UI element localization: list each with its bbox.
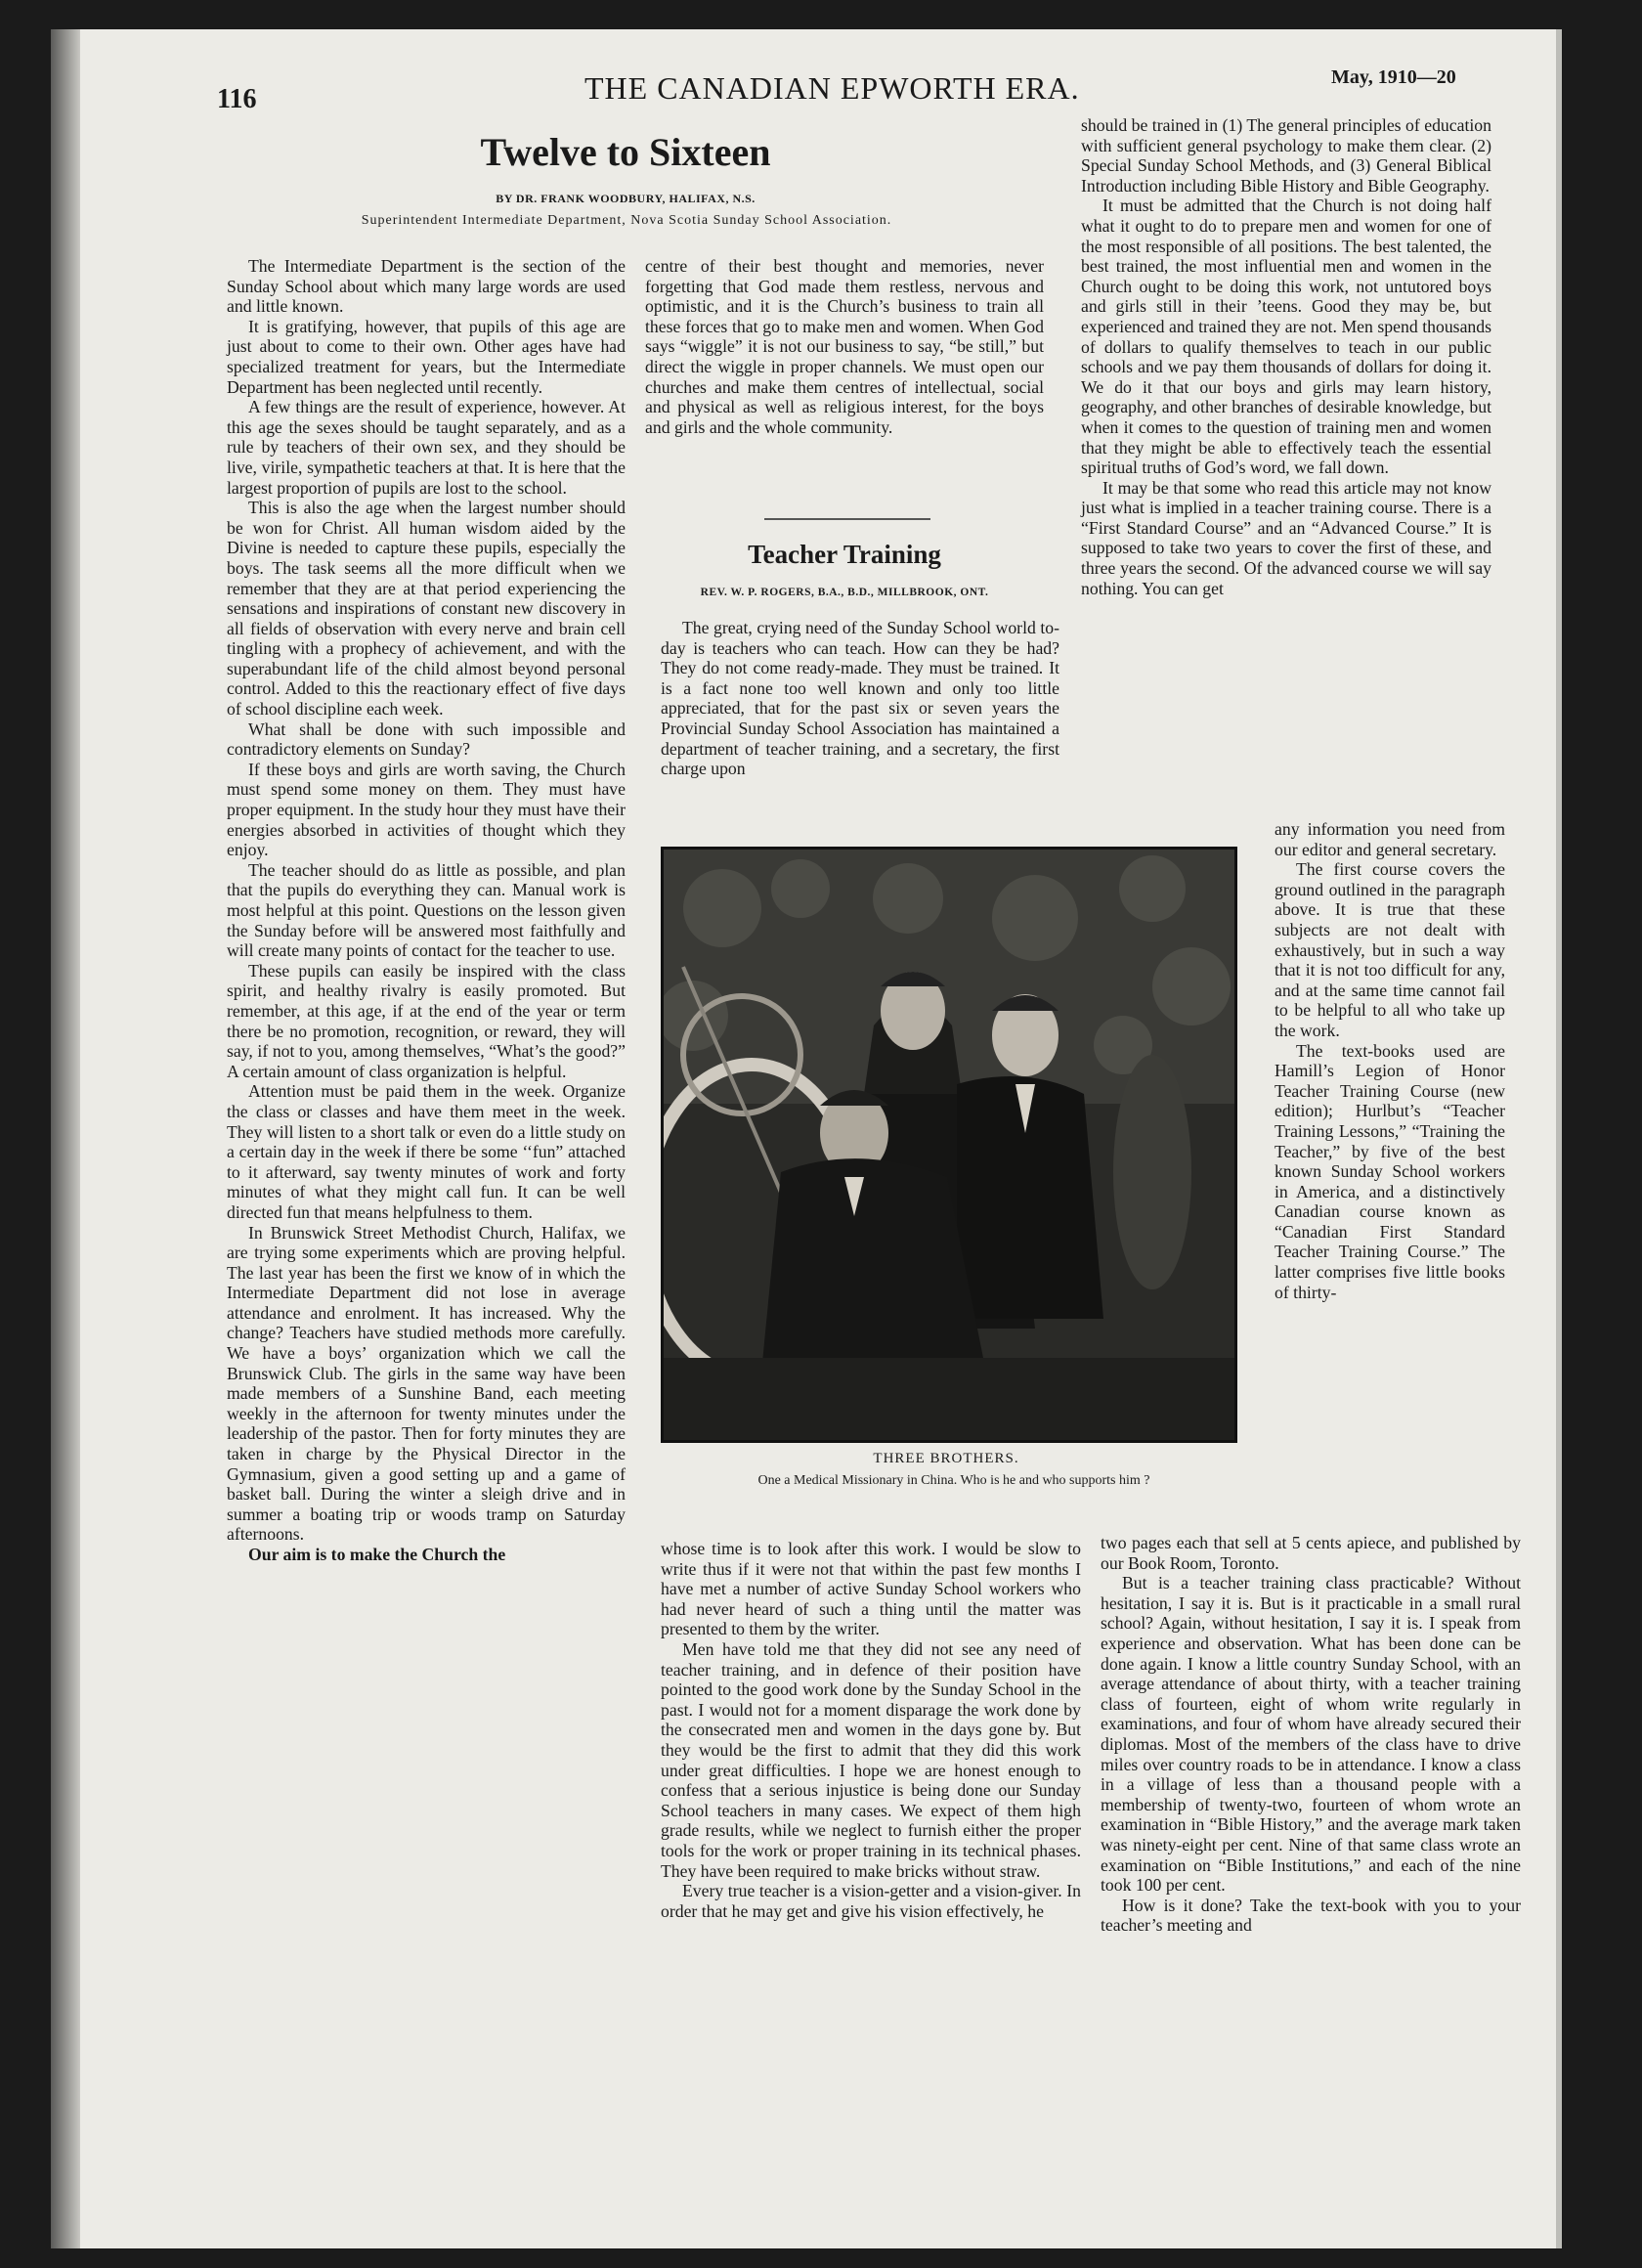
paragraph: Every true teacher is a vision-getter and a vision-giver. In order that he may get and give his vision effectively, he (661, 1881, 1081, 1921)
paragraph: The teacher should do as little as possible, and plan that the pupils do everything they can. Manual work is most helpful at this point. Questions on the lesson given the Sunday before will be answered most faithfully and will create many points of contact for the teacher to use. (227, 859, 626, 961)
page-edge (1556, 29, 1562, 2248)
paragraph: A few things are the result of experience, however. At this age the sexes should be taught separately, and as a rule by teachers of their own sex, and they should be live, virile, sympathetic teachers at that. It is here that the largest proportion of pupils are lost to the school. (227, 397, 626, 498)
paragraph: How is it done? Take the text-book with you to your teacher’s meeting and (1101, 1895, 1521, 1936)
photo-illustration (664, 850, 1234, 1440)
article-subline-superintendent: Superintendent Intermediate Department, Nova Scotia Sunday School Association. (361, 213, 892, 228)
page-binding-shadow (51, 29, 80, 2248)
paragraph: Our aim is to make the Church the (248, 1545, 506, 1564)
paragraph: What shall be done with such impossible and contradictory elements on Sunday? (227, 719, 626, 760)
paragraph: It may be that some who read this article may not know just what is implied in a teacher training course. There is a “First Standard Course” and an “Advanced Course.” It is supposed to take two years to cover the first of these, and three years the second. Of the advanced course we will say nothing. You can get (1081, 477, 1491, 598)
column-2-intro (661, 618, 1059, 779)
paragraph: It is gratifying, however, that pupils of this age are just about to come to their own. Other ages have had specialized treatment for years, but the Intermediate Department has been neglected until recently. (227, 316, 626, 397)
paragraph: In Brunswick Street Methodist Church, Halifax, we are trying some experiments which are proving helpful. The last year has been the first we know of in which the Intermediate Department did not lose in average attendance and enrolment. It has increased. Why the change? Teachers have studied methods more carefully. We have a boys’ organization which we call the Brunswick Club. The girls in the same way have been made members of a Sunshine Band, each meeting weekly in the afternoon for twenty minutes under the leadership of the pastor. Then for forty minutes they are taken in charge by the Physical Director in the Gymnasium, given a good setting up and a game of basket ball. During the winter a sleigh drive and in summer a boating trip or woods tramp on Saturday afternoons. (227, 1222, 626, 1545)
paragraph: If these boys and girls are worth saving, the Church must spend some money on them. They must have proper equipment. In the study hour they must have their energies absorbed in activities of thought which they enjoy. (227, 759, 626, 860)
paragraph: whose time is to look after this work. I would be slow to write thus if it were not that within the past few months I have met a number of active Sunday School workers who had never heard of such a thing until the matter was presented to them by the writer. (661, 1539, 1081, 1639)
column-3-narrow (1275, 819, 1505, 1302)
photo-caption-text: One a Medical Missionary in China. Who is he and who supports him ? (757, 1473, 1150, 1488)
paragraph: Attention must be paid them in the week. Organize the class or classes and have them meet in the week. They will listen to a short talk or even do a little study on a certain day in the week if there be some ‘‘fun” attached to it afterward, say twenty minutes of work and forty minutes of what they might call fun. It can be well directed fun that means helpfulness to them. (227, 1081, 626, 1222)
article-byline-rogers: REV. W. P. ROGERS, B.A., B.D., MILLBROOK, ONT. (700, 587, 989, 598)
paragraph: should be trained in (1) The general principles of education with sufficient general psychology to make them clear. (2) Special Sunday School Methods, and (3) General Biblical Introduction including Bible History and Bible Geography. (1081, 115, 1491, 196)
paragraph: The text-books used are Hamill’s Legion of Honor Teacher Training Course (new edition); Hurlbut’s “Teacher Training Lessons,” “Training the Teacher,” by five of the best known Sunday School workers in America, and a distinctively Canadian course known as “Canadian First Standard Teacher Training Course.” The latter comprises five little books of thirty- (1275, 1040, 1505, 1302)
photo-caption-title: THREE BROTHERS. (873, 1451, 1019, 1466)
paragraph: The Intermediate Department is the section of the Sunday School about which many large words are used and little known. (227, 256, 626, 317)
issue-date: May, 1910—20 (1331, 66, 1456, 88)
paragraph: any information you need from our editor and general secretary. (1275, 819, 1505, 859)
paragraph: The great, crying need of the Sunday School world to-day is teachers who can teach. How can they be had? They do not come ready-made. They must be trained. It is a fact none too well known and only too little appreciated, that for the past six or seven years the Provincial Sunday School Association has maintained a department of teacher training, and a secretary, the first charge upon (661, 618, 1059, 779)
paragraph: It must be admitted that the Church is not doing half what it ought to do to prepare men and women for one of the most responsible of all positions. The best talented, the best trained, the most influential men and women in the Church ought to be doing this work, not untutored boys and girls still in their ’teens. Good they may be, but experienced and trained they are not. Men spend thousands of dollars to qualify themselves to teach in our public schools and we pay them thousands of dollars for doing it. We do it that our boys and girls may learn history, geography, and other branches of desirable knowledge, but when it comes to the question of training men and women that they might be able to effectively teach the essential spiritual truths of God’s word, we fall down. (1081, 196, 1491, 478)
article-title-teacher-training: Teacher Training (748, 540, 941, 569)
paragraph: Men have told me that they did not see any need of teacher training, and in defence of their position have pointed to the good work done by the Sunday School in the past. I would not for a moment disparage the work done by the consecrated men and women in the days gone by. But they would be the first to admit that they did this work under great difficulties. I hope we are honest enough to confess that a serious injustice is being done our Sunday School teachers in many cases. We expect of them high grade results, while we neglect to furnish either the proper tools for the work or proper training in its technical phases. They have been required to make bricks without straw. (661, 1638, 1081, 1881)
paragraph: This is also the age when the largest number should be won for Christ. All human wisdom aided by the Divine is needed to capture these pupils, especially the boys. The task seems all the more difficult when we remember that they are at that period experiencing the sensations and inspirations of constant new discovery in all fields of observation with every nerve and brain cell tingling with a prophecy of achievement, and with the superabundant life of the child almost beyond personal control. Added to this the reactionary effect of five days of school discipline each week. (227, 498, 626, 720)
page-number: 116 (217, 84, 257, 114)
section-divider (764, 518, 930, 520)
paragraph: centre of their best thought and memories, never forgetting that God made them restless, nervous and optimistic, and it is the Church’s business to train all these forces that go to make men and women. When God says “wiggle” it is not our business to say, “be still,” but direct the wiggle in proper channels. We must open our churches and make them centres of intellectual, social and physical as well as religious interest, for the boys and girls and the whole community. (645, 256, 1044, 437)
column-3-top (1081, 115, 1491, 598)
article-title-twelve-to-sixteen: Twelve to Sixteen (480, 130, 771, 174)
paragraph: But is a teacher training class practicable? Without hesitation, I say it is. But is it practicable in a small rural school? Again, without hesitation, I say it is. I speak from experience and observation. What has been done can be done again. I know a little country Sunday School, with an average attendance of about thirty, with a teacher training class of fourteen, eight of whom write regularly in examinations, and four of whom have already secured their diplomas. Most of the members of the class have to drive miles over country roads to be in attendance. I know a class in a village of less than a thousand people with a membership of twenty-two, fourteen of whom wrote an examination in “Bible History,” and the average mark taken was ninety-eight per cent. Nine of that same class wrote an examination on “Bible Institutions,” and each of the nine took 100 per cent. (1101, 1573, 1521, 1896)
paragraph: These pupils can easily be inspired with the class spirit, and healthy rivalry is easily promoted. But remember, at this age, if at the end of the year or term there be no promotion, recognition, or reward, they will say, if not to you, among themselves, “What’s the good?” A certain amount of class organization is helpful. (227, 960, 626, 1081)
column-2-top (645, 256, 1044, 437)
column-3-bottom (1101, 1533, 1521, 1936)
column-2-bottom (661, 1539, 1081, 1921)
magazine-title: THE CANADIAN EPWORTH ERA. (584, 70, 1080, 106)
paragraph: The first course covers the ground outlined in the paragraph above. It is true that these subjects are not dealt with exhaustively, but in such a way that it is not too difficult for any, and at the same time cannot fail to be helpful to all who take up the work. (1275, 859, 1505, 1040)
three-brothers-photo (661, 847, 1237, 1443)
paragraph: two pages each that sell at 5 cents apiece, and published by our Book Room, Toronto. (1101, 1533, 1521, 1573)
article-byline-woodbury: BY DR. FRANK WOODBURY, HALIFAX, N.S. (496, 192, 756, 205)
column-1 (227, 256, 626, 1565)
